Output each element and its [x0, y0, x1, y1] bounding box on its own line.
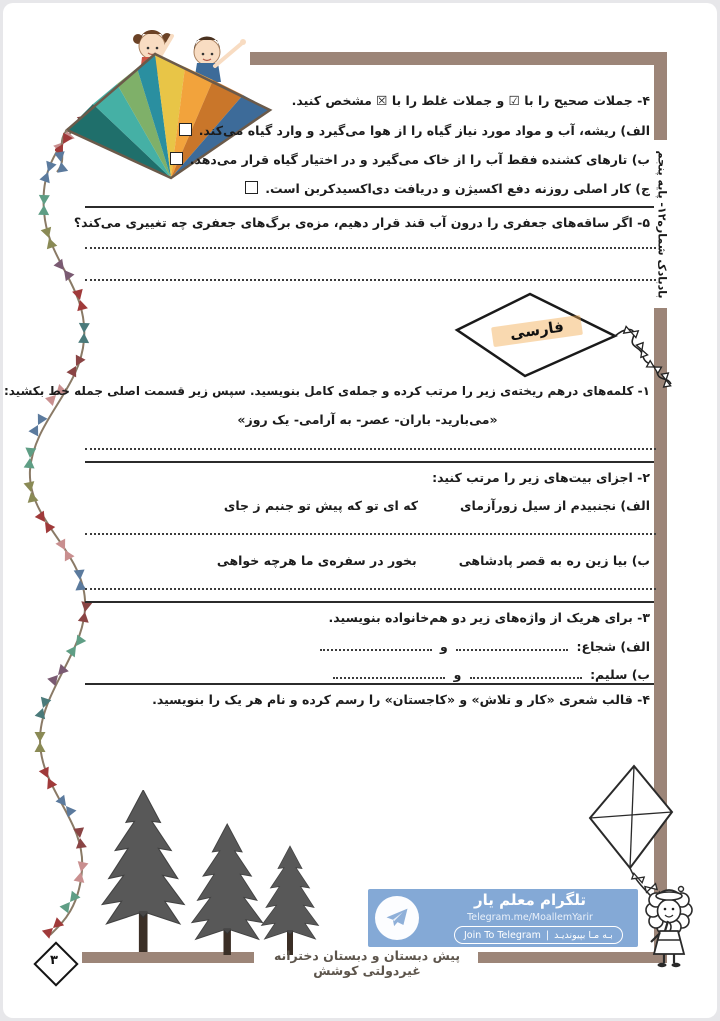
answer-blank[interactable] — [456, 637, 568, 651]
join-button-persian: بـه مـا بپیوندیـد — [554, 929, 613, 941]
science-q5-title: ۵- اگر ساقه‌های جعفری را درون آب قند قرار دهیم، مزه‌ی برگ‌های جعفری چه تغییری می‌کند؟ — [73, 215, 650, 230]
checkbox-empty[interactable] — [245, 181, 258, 194]
farsi-q1-title: ۱- کلمه‌های درهم ریخته‌ی زیر را مرتب کرده و جمله‌ی کامل بنویسید. سپس زیر قسمت اصلی جمله خط بکشید: — [3, 384, 650, 398]
science-q4-title: ۴- جملات صحیح را با ☑ و جملات غلط را با ☒ مشخص کنید. — [291, 93, 650, 108]
statement-text: الف) ریشه، آب و مواد مورد نیاز گیاه را از هوا می‌گیرد و وارد گیاه می‌کند. — [198, 123, 650, 138]
hemistich-left: که ای تو که پیش تو جنبم ز جای — [223, 498, 419, 513]
telegram-channel-title: تلگرام معلم یار — [474, 891, 586, 909]
footer-school-name: پیش دبستان و دبستان دخترانه غیردولتی کوشش — [273, 948, 461, 978]
hemistich-left: بخور در سفره‌ی ما هرچه خواهی — [216, 553, 417, 568]
farsi-q4-title: ۴- قالب شعری «کار و تلاش» و «کاجستان» را رسم کرده و نام هر یک را بنویسید. — [152, 692, 650, 707]
statement-text: ج) کار اصلی روزنه دفع اکسیژن و دریافت دی‌اکسیدکربن است. — [265, 181, 650, 196]
farsi-section-kite-decoration — [445, 288, 680, 388]
checkbox-empty[interactable] — [170, 152, 183, 165]
word-label: الف) شجاع: — [576, 639, 650, 654]
farsi-q3-item-a — [85, 637, 650, 656]
hemistich-right: الف) نجنبیدم از سیل زورآزمای — [460, 498, 650, 513]
conjunction: و — [440, 639, 448, 654]
answer-line[interactable] — [85, 533, 656, 535]
farsi-q1-words: «می‌بارید- باران- عصر- به آرامی- یک روز» — [237, 412, 498, 427]
hemistich-right: ب) بیا زین ره به قصر پادشاهی — [458, 553, 650, 568]
answer-blank[interactable] — [470, 665, 582, 679]
sidebar-series-label: بادبادک شماره۱۲- پایه پنجم — [655, 150, 669, 299]
farsi-q3-title: ۳- برای هریک از واژه‌های زیر دو هم‌خانواده بنویسید. — [328, 610, 650, 625]
section-divider — [85, 461, 654, 463]
answer-line[interactable] — [85, 247, 656, 249]
answer-line[interactable] — [85, 279, 656, 281]
section-divider — [85, 206, 654, 208]
telegram-handle[interactable]: Telegram.me/MoallemYarir — [467, 912, 593, 923]
answer-blank[interactable] — [333, 665, 445, 679]
join-button-separator: | — [545, 929, 550, 941]
checkbox-empty[interactable] — [179, 123, 192, 136]
answer-blank[interactable] — [320, 637, 432, 651]
answer-line[interactable] — [85, 588, 656, 590]
frame-right-bar-top — [654, 52, 667, 140]
join-button-english: Join To Telegram — [464, 929, 541, 941]
verse-line — [85, 553, 650, 570]
girl-with-kite-illustration — [572, 760, 720, 970]
farsi-q3-item-b — [85, 665, 650, 684]
word-label: ب) سلیم: — [590, 667, 650, 682]
verse-line — [85, 498, 650, 515]
statement-text: ب) تارهای کشنده فقط آب را از خاک می‌گیرد و در اختیار گیاه قرار می‌دهد. — [189, 152, 650, 167]
conjunction: و — [453, 667, 462, 682]
farsi-section-title: فارسی — [491, 315, 583, 347]
telegram-logo — [375, 896, 419, 940]
pine-trees-illustration — [85, 790, 330, 955]
section-divider — [85, 683, 654, 685]
science-q4-item-b — [85, 152, 650, 169]
answer-line[interactable] — [85, 448, 656, 450]
frame-top-bar — [250, 52, 666, 65]
science-q4-item-a — [85, 123, 650, 140]
page-number: ۳ — [50, 953, 58, 968]
science-q4-item-j — [85, 181, 650, 198]
farsi-q2-title: ۲- اجزای بیت‌های زیر را مرتب کنید: — [432, 470, 650, 485]
section-divider — [85, 601, 654, 603]
